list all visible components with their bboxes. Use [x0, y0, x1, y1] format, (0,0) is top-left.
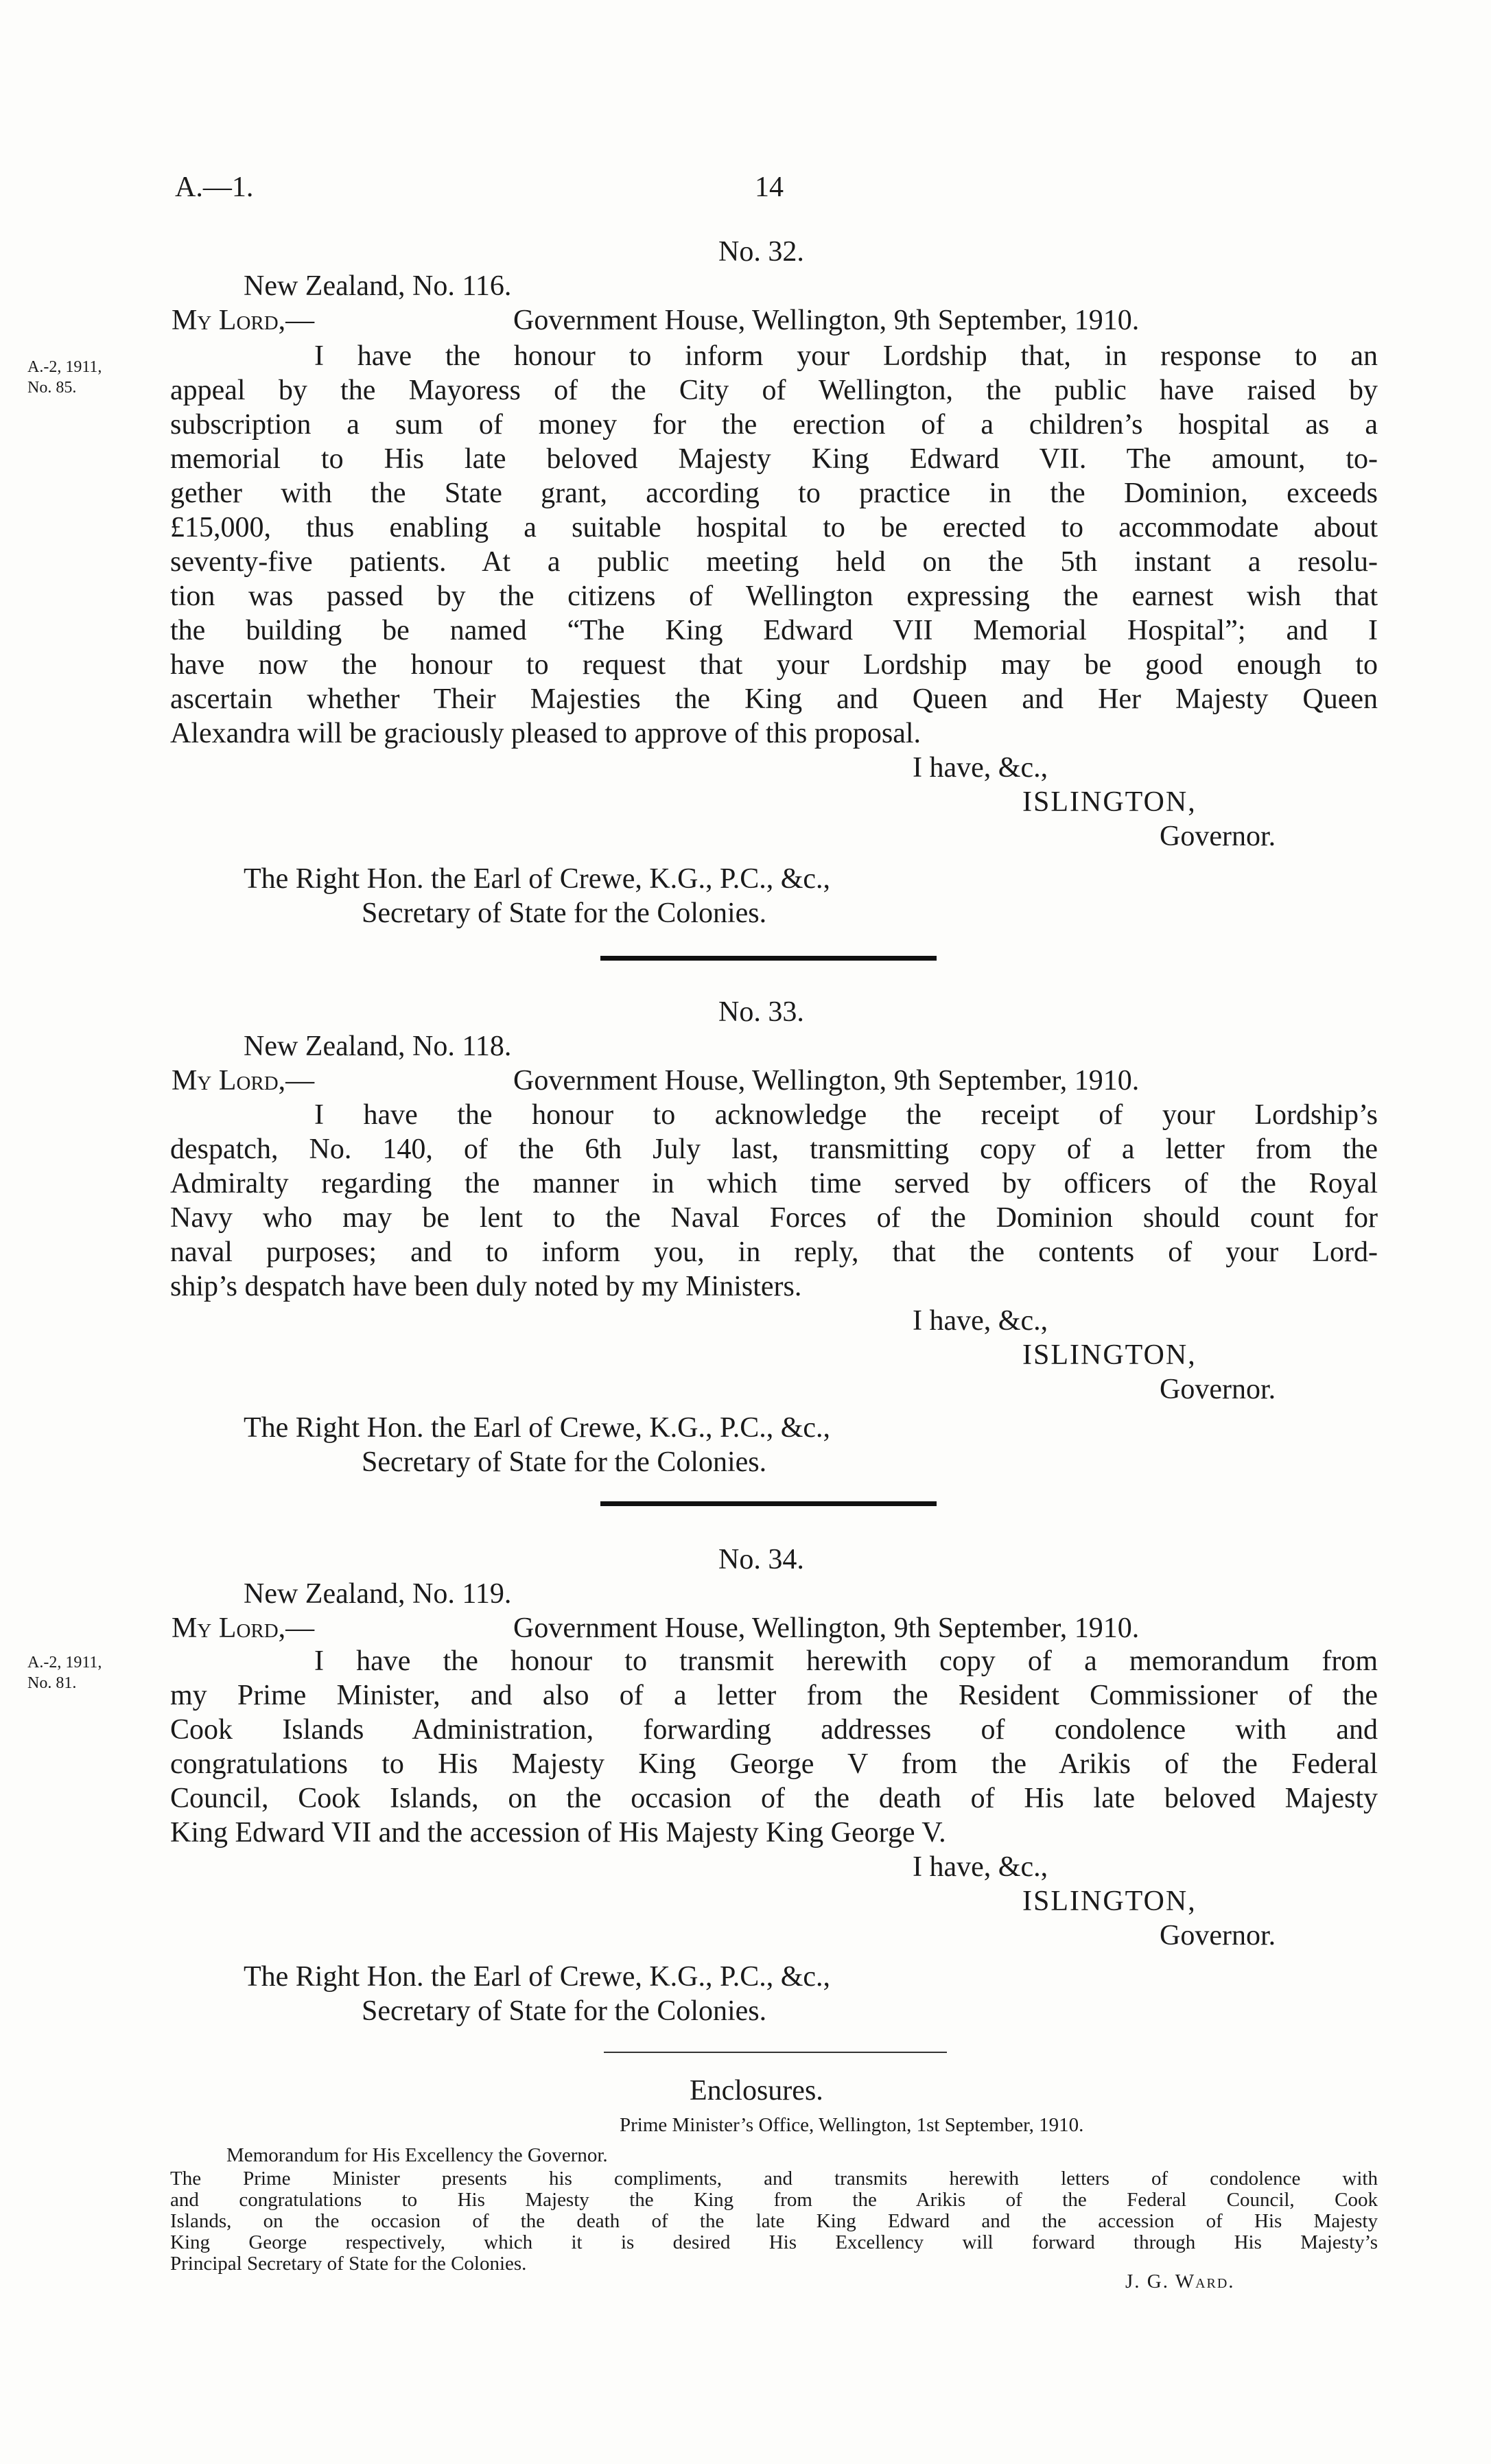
- place-date: Government House, Wellington, 9th September, 1910.: [513, 1612, 1140, 1644]
- signature: ISLINGTON,: [1022, 786, 1197, 818]
- section-divider: [604, 2052, 947, 2053]
- letter-number: No. 34.: [718, 1544, 804, 1575]
- addressee-office: Secretary of State for the Colonies.: [362, 1995, 767, 2027]
- office-date: Prime Minister’s Office, Wellington, 1st September, 1910.: [620, 2114, 1084, 2136]
- place-date: Government House, Wellington, 9th September, 1910.: [513, 305, 1140, 336]
- memo-addressee: Memorandum for His Excellency the Governor.: [226, 2144, 608, 2166]
- signature: ISLINGTON,: [1022, 1886, 1197, 1917]
- addressee-office: Secretary of State for the Colonies.: [362, 897, 767, 929]
- page-number: 14: [755, 172, 784, 203]
- document-reference: A.—1.: [175, 172, 254, 203]
- addressee-name: The Right Hon. the Earl of Crewe, K.G., P.C., &c.,: [244, 863, 831, 895]
- place-date: Government House, Wellington, 9th September, 1910.: [513, 1065, 1140, 1096]
- margin-reference: A.-2, 1911, No. 81.: [27, 1654, 102, 1692]
- addressee-name: The Right Hon. the Earl of Crewe, K.G., P.C., &c.,: [244, 1961, 831, 1993]
- closing: I have, &c.,: [913, 752, 1048, 784]
- signatory-title: Governor.: [1160, 821, 1276, 852]
- closing: I have, &c.,: [913, 1851, 1048, 1883]
- signatory-title: Governor.: [1160, 1374, 1276, 1405]
- despatch-number: New Zealand, No. 116.: [244, 270, 512, 302]
- section-divider: [600, 1501, 937, 1506]
- salutation: My Lord,—: [172, 1065, 315, 1096]
- memo-signatory: J. G. Ward.: [1125, 2271, 1235, 2292]
- letter-body: I have the honour to acknowledge the receipt of your Lordship’s despatch, No. 140, of the 6th July last, transmitting copy of a letter from the Admiralty regarding the manner in which time served by officers of the Royal Navy who may be lent to the Naval Forces of the Dominion should count for naval purposes; and to inform you, in reply, that the contents of your Lord- ship’s despatch have been duly noted by my Ministers.: [170, 1099, 1378, 1302]
- letter-body: I have the honour to transmit herewith copy of a memorandum from my Prime Minister, and also of a letter from the Resident Commissioner of the Cook Islands Administration, forwarding addresses of condolence with and congratulations to His Majesty King George V from the Arikis of the Federal Council, Cook Islands, on the occasion of the death of His late beloved Majesty King Edward VII and the accession of His Majesty King George V.: [170, 1645, 1378, 1849]
- addressee-office: Secretary of State for the Colonies.: [362, 1446, 767, 1478]
- letter-number: No. 33.: [718, 996, 804, 1028]
- enclosures-heading: Enclosures.: [690, 2075, 823, 2107]
- section-divider: [600, 956, 937, 961]
- salutation: My Lord,—: [172, 305, 315, 336]
- enclosure-body: The Prime Minister presents his compliments, and transmits herewith letters of condolence with and congratulations to His Majesty the King from the Arikis of the Federal Council, Cook Islands, on the occasion of the death of the late King Edward and the accession of His Majesty King George respectively, which it is desired His Excellency will forward through His Majesty’s Principal Secretary of State for the Colonies.: [170, 2168, 1378, 2275]
- addressee-name: The Right Hon. the Earl of Crewe, K.G., P.C., &c.,: [244, 1412, 831, 1444]
- signature: ISLINGTON,: [1022, 1339, 1197, 1371]
- letter-number: No. 32.: [718, 236, 804, 268]
- despatch-number: New Zealand, No. 119.: [244, 1578, 512, 1610]
- margin-reference: A.-2, 1911, No. 85.: [27, 358, 102, 397]
- salutation: My Lord,—: [172, 1612, 315, 1644]
- letter-body: I have the honour to inform your Lordship that, in response to an appeal by the Mayoress of the City of Wellington, the public have raised by subscription a sum of money for the erection of a children’s hospital as a memorial to His late beloved Majesty King Edward VII. The amount, to- gether with the State grant, according to practice in the Dominion, exceeds £15,000, thus enabling a suitable hospital to be erected to accommodate about seventy-five patients. At a public meeting held on the 5th instant a resolu- tion was passed by the citizens of Wellington expressing the earnest wish that the building be named “The King Edward VII Memorial Hospital”; and I have now the honour to request that your Lordship may be good enough to ascertain whether Their Majesties the King and Queen and Her Majesty Queen Alexandra will be graciously pleased to approve of this proposal.: [170, 340, 1378, 749]
- despatch-number: New Zealand, No. 118.: [244, 1031, 512, 1062]
- closing: I have, &c.,: [913, 1305, 1048, 1337]
- signatory-title: Governor.: [1160, 1920, 1276, 1951]
